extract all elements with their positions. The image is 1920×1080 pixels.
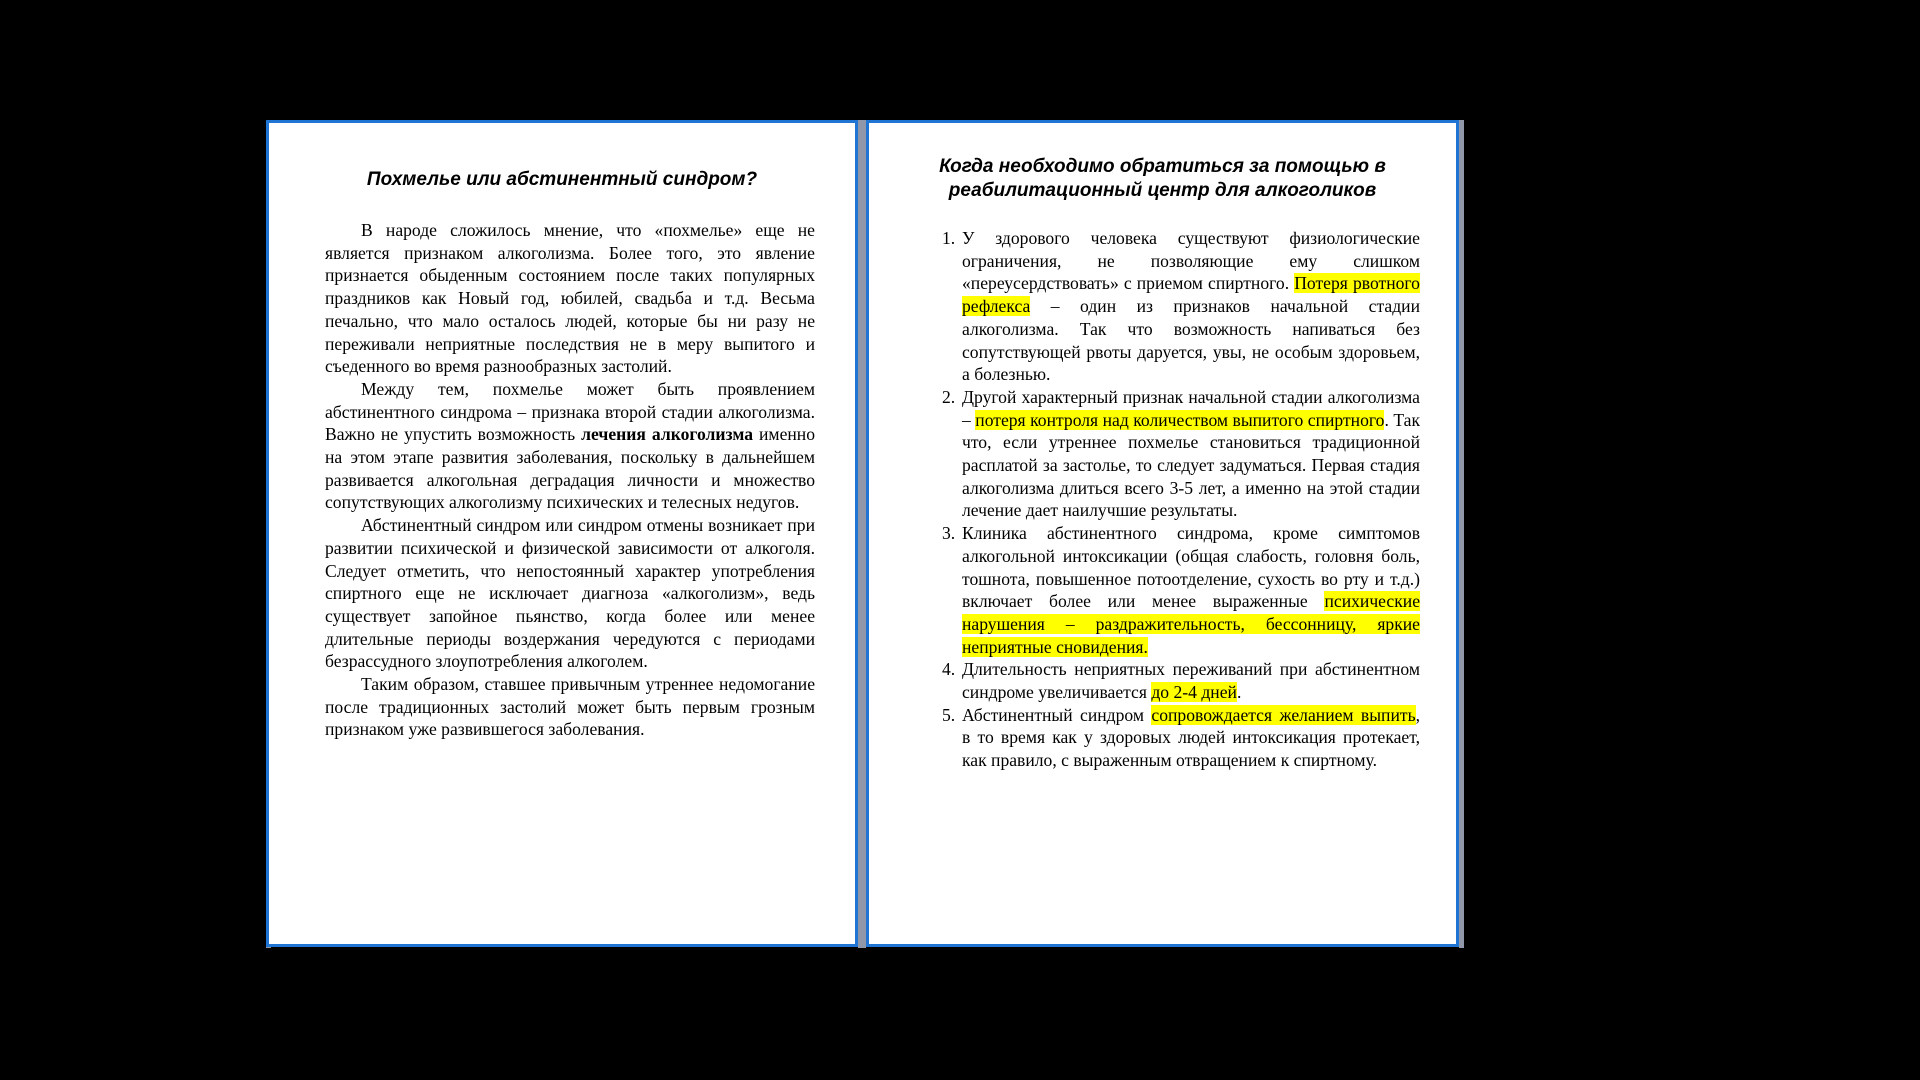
list-number: 4.: [942, 659, 956, 680]
page-title: Похмелье или абстинентный синдром?: [366, 169, 758, 190]
list-item: [942, 704, 1420, 772]
bold-keyword: лечения алкоголизма: [581, 424, 754, 445]
list-item-text: У здорового человека существуют физиологические ограничения, не позволяющие ему слишком «переусердствовать» с приемом спиртного.: [962, 228, 1420, 294]
list-item-text: .: [1236, 682, 1242, 703]
list-item-text: Другой характерный признак начальной стадии алкоголизма –: [962, 386, 1420, 430]
highlighted-text: до 2-4 дней: [1151, 682, 1237, 703]
list-number: 3.: [942, 523, 956, 544]
page-body: [325, 219, 815, 741]
list-item-text: Абстинентный синдром: [962, 704, 1152, 725]
page-shadow-right: [1459, 120, 1464, 948]
page-gutter: [858, 120, 866, 948]
list-item-text: – один из признаков начальной стадии алкоголизма. Так что возможность напиваться без сопутствующей рвоты даруется, увы, не особым здоровьем, а болезнью.: [962, 296, 1420, 385]
list-item-text: , в то время как у здоровых людей интоксикация протекает, как правило, с выраженным отвращением к спиртному.: [962, 704, 1420, 771]
highlighted-text: психические нарушения – раздражительность, бессонницу, яркие неприятные сновидения.: [962, 591, 1420, 657]
paragraph: Абстинентный синдром или синдром отмены возникает при развитии психической и физической зависимости от алкоголя. Следует отметить, что непостоянный характер употребления спиртного еще не исключает диагноза «алкоголизм», ведь существует запойное пьянство, когда более или менее длительные периоды воздержания чередуются с периодами безрассудного злоупотребления алкоголем.: [325, 515, 815, 672]
paragraph: [325, 378, 815, 514]
list-item: [942, 227, 1420, 386]
list-number: 5.: [942, 704, 956, 725]
highlighted-text: Потеря рвотного рефлекса: [962, 273, 1420, 317]
document-page-left: [266, 120, 858, 947]
list-item-text: Длительность неприятных переживаний при абстинентном синдроме увеличивается: [962, 659, 1420, 703]
list-item: [942, 386, 1420, 522]
list-item: [942, 658, 1420, 703]
list-number: 1.: [942, 228, 956, 248]
paragraph-text: именно на этом этапе развития заболевания, поскольку в дальнейшем развивается алкогольная деградация личности и множество сопутствующих алкоголизму психических и телесных недугов.: [325, 424, 816, 513]
highlighted-text: потеря контроля над количеством выпитого спиртного: [975, 409, 1385, 430]
list-item-text: Клиника абстинентного синдрома, кроме симптомов алкогольной интоксикации (общая слабость, головня боль, тошнота, повышенное потоотделение, сухость во рту и т.д.) включает более или менее выраженные: [962, 523, 1420, 612]
page-body: [942, 227, 1420, 772]
paragraph-text: Между тем, похмелье может быть проявлением абстинентного синдрома – признака второй стадии алкоголизма. Важно не упустить возможность: [325, 378, 815, 445]
list-number: 2.: [942, 386, 956, 407]
highlighted-text: сопровождается желанием выпить: [1151, 704, 1416, 725]
paragraph: В народе сложилось мнение, что «похмелье» еще не является признаком алкоголизма. Более того, это явление признается обыденным состоянием после таких популярных праздников как Новый год, юбилей, свадьба и т.д. Весьма печально, что мало осталось людей, которые бы ни разу не переживали неприятные последствия не в меру выпитого и съеденного во время разнообразных застолий.: [325, 220, 815, 377]
page-title: Когда необходимо обратиться за помощью в реабилитационный центр для алкоголиков: [939, 156, 1386, 201]
document-page-right: [866, 120, 1459, 947]
numbered-list: [942, 227, 1420, 772]
list-item-text: . Так что, если утреннее похмелье становиться традиционной расплатой за застолье, то следует задуматься. Первая стадия алкоголизма длиться всего 3-5 лет, а именно на этой стадии лечение дает наилучшие результаты.: [962, 409, 1421, 521]
list-item: [942, 522, 1420, 658]
paragraph: Таким образом, ставшее привычным утреннее недомогание после традиционных застолий может быть первым грозным признаком уже развившегося заболевания.: [325, 674, 815, 740]
